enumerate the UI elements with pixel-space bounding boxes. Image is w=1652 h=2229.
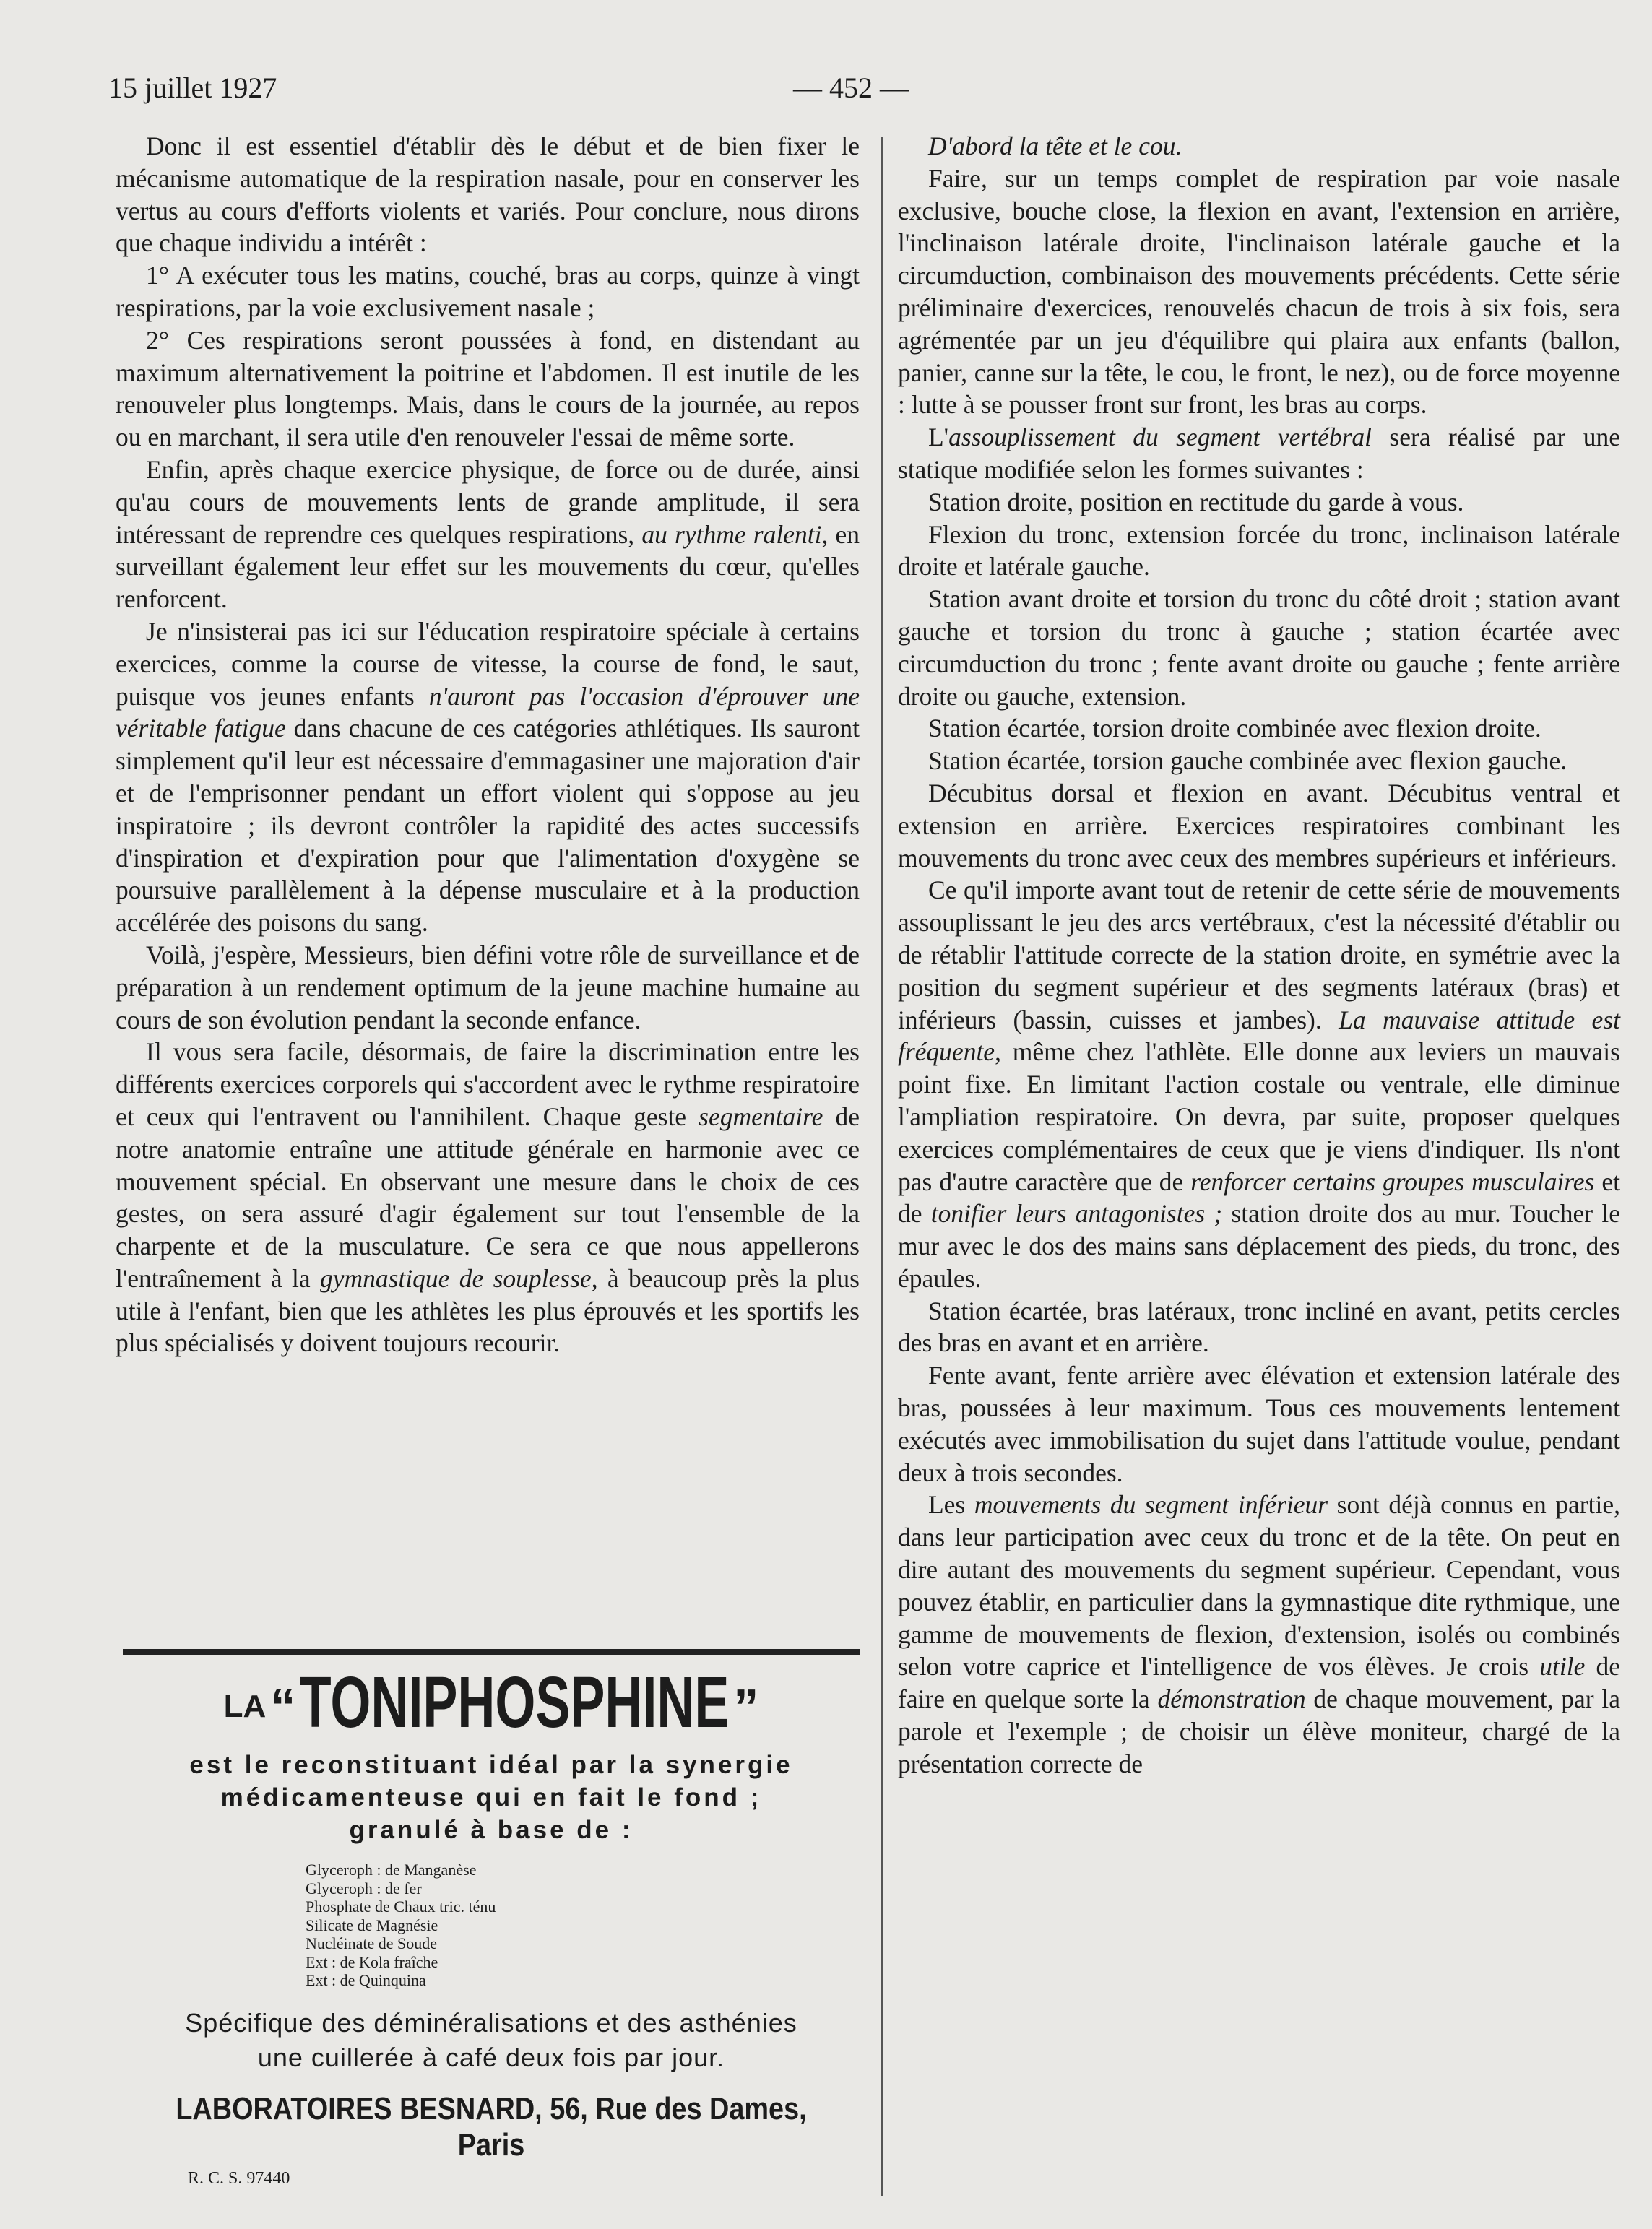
- right-column-paragraph: Ce qu'il importe avant tout de retenir de cette série de mouvements assouplissant le jeu des arcs vertébraux, c'est la nécessité d'établir ou de rétablir l'attitude correcte de la station droite, en symétrie avec la position du segment supérieur et des segments latéraux (bras) et inférieurs (bassin, cuisses et jambes). La mauvaise attitude est fréquente, même chez l'athlète. Elle donne aux leviers un mauvais point fixe. En limitant l'action costale ou ventrale, elle diminue l'ampliation respiratoire. On devra, par suite, proposer quelques exercices complémentaires de ceux que je viens d'indiquer. Ils n'ont pas d'autre caractère que de renforcer certains groupes musculaires et de tonifier leurs antagonistes ; station droite dos au mur. Toucher le mur avec le dos des mains sans déplacement des pieds, du tronc, des épaules.: [898, 875, 1620, 1293]
- ad-tagline-line-3: granulé à base de :: [349, 1816, 633, 1844]
- left-text-column: [116, 130, 860, 1359]
- ad-indication: [108, 2006, 874, 2075]
- left-column-paragraph: 1° A exécuter tous les matins, couché, bras au corps, quinze à vingt respirations, par la voie exclusivement nasale ;: [116, 261, 860, 322]
- ad-indication-line-2: une cuillerée à café deux fois par jour.: [257, 2042, 725, 2072]
- toniphosphine-advertisement: [108, 1661, 874, 2189]
- ad-indication-line-1: Spécifique des déminéralisations et des asthénies: [185, 2007, 797, 2038]
- ad-tagline-line-2: médicamenteuse qui en fait le fond ;: [220, 1783, 762, 1812]
- issue-date: 15 juillet 1927: [108, 72, 277, 104]
- ad-ingredient: Glyceroph : de fer: [306, 1879, 422, 1897]
- ad-tagline-line-1: est le reconstituant idéal par la synergie: [189, 1751, 793, 1779]
- right-column-paragraph: Flexion du tronc, extension forcée du tronc, inclinaison latérale droite et latérale gauche.: [898, 519, 1620, 581]
- right-column-paragraph: Faire, sur un temps complet de respiration par voie nasale exclusive, bouche close, la flexion en avant, l'extension en arrière, l'inclinaison latérale droite, l'inclinaison latérale gauche et la circumduction, combinaison des mouvements précédents. Cette série préliminaire d'exercices, renouvelés chacun de trois à six fois, sera agrémentée par un jeu d'équilibre qui plaira aux enfants (ballon, panier, canne sur la tête, le cou, le front, le nez), ou de force moyenne : lutte à se pousser front sur front, les bras au corps.: [898, 163, 1620, 420]
- left-column-paragraph: Voilà, j'espère, Messieurs, bien défini votre rôle de surveillance et de préparation à un rendement optimum de la jeune machine humaine au cours de son évolution pendant la seconde enfance.: [116, 940, 860, 1034]
- italic-phrase: renforcer certains groupes musculaires: [1190, 1167, 1595, 1196]
- italic-phrase: La mauvaise attitude est fréquente: [898, 1005, 1620, 1067]
- page-number: — 452 —: [793, 72, 909, 104]
- right-column-paragraph: Station avant droite et torsion du tronc du côté droit ; station avant gauche et torsion du tronc à gauche ; station écartée avec circumduction du tronc ; fente avant droite ou gauche ; fente arrière droite ou gauche, extension.: [898, 584, 1620, 711]
- right-column-paragraph: Station écartée, torsion gauche combinée avec flexion gauche.: [928, 746, 1567, 776]
- ad-ingredient: Silicate de Magnésie: [306, 1916, 438, 1934]
- ad-tagline: [108, 1749, 874, 1846]
- italic-phrase: D'abord la tête et le cou.: [928, 131, 1182, 160]
- ad-ingredient: Ext : de Kola fraîche: [306, 1952, 438, 1971]
- ad-brand-name: TONIPHOSPHINE: [299, 1662, 730, 1743]
- ad-laboratory-address: LABORATOIRES BESNARD, 56, Rue des Dames, Paris: [176, 2090, 807, 2163]
- ad-close-quote: ”: [733, 1679, 759, 1735]
- column-divider: [881, 137, 883, 2196]
- italic-phrase: n'auront pas l'occasion d'éprouver une véritable fatigue: [116, 681, 860, 743]
- ad-open-quote: “: [270, 1679, 296, 1735]
- left-column-paragraph: Je n'insisterai pas ici sur l'éducation respiratoire spéciale à certains exercices, comme la course de vitesse, la course de fond, le saut, puisque vos jeunes enfants n'auront pas l'occasion d'éprouver une véritable fatigue dans chacune de ces catégories athlétiques. Ils sauront simplement qu'il leur est nécessaire d'emmagasiner une majoration d'air et de l'emprisonner pendant un effort violent qui s'oppose au jeu inspiratoire ; ils devront contrôler la rapidité des actes successifs d'inspiration et d'expiration pour que l'alimentation d'oxygène se poursuive parallèlement à la dépense musculaire et à la production accélérée des poisons du sang.: [116, 616, 860, 938]
- left-column-paragraph: Donc il est essentiel d'établir dès le début et de bien fixer le mécanisme automatique de la respiration nasale, pour en conserver les vertus au cours d'efforts violents et variés. Pour conclure, nous dirons que chaque individu a intérêt :: [116, 131, 860, 258]
- right-column-paragraph: [898, 130, 1620, 163]
- left-column-paragraph: 2° Ces respirations seront poussées à fond, en distendant au maximum alternativement la poitrine et l'abdomen. Il est inutile de les renouveler plus longtemps. Mais, dans le cours de la journée, au repos ou en marchant, il sera utile d'en renouveler l'essai de même sorte.: [116, 325, 860, 452]
- right-column-paragraph: Station écartée, torsion droite combinée avec flexion droite.: [928, 714, 1541, 743]
- italic-phrase: gymnastique de souplesse: [319, 1263, 592, 1293]
- advertisement-top-rule: [123, 1649, 860, 1655]
- left-column-paragraph: Il vous sera facile, désormais, de faire la discrimination entre les différents exercices corporels qui s'accordent avec le rythme respiratoire et ceux qui l'entravent ou l'annihilent. Chaque geste segmentaire de notre anatomie entraîne une attitude générale en harmonie avec ce mouvement spécial. En observant une mesure dans le choix de ces gestes, on sera assuré d'agir également sur tout l'ensemble de la charpente et de la musculature. Ce sera ce que nous appellerons l'entraînement à la gymnastique de souplesse, à beaucoup près la plus utile à l'enfant, bien que les athlètes les plus éprouvés et les sportifs les plus spécialisés y doivent toujours recourir.: [116, 1037, 860, 1358]
- italic-phrase: tonifier leurs antagonistes ;: [930, 1199, 1223, 1229]
- italic-phrase: mouvements du segment inférieur: [974, 1490, 1328, 1520]
- italic-phrase: au rythme ralenti: [641, 519, 822, 549]
- italic-phrase: assouplissement du segment vertébral: [948, 423, 1372, 452]
- right-column-paragraph: L'assouplissement du segment vertébral sera réalisé par une statique modifiée selon les formes suivantes :: [898, 423, 1620, 484]
- ad-ingredient: Nucléinate de Soude: [306, 1934, 438, 1952]
- italic-phrase: démonstration: [1157, 1684, 1306, 1714]
- italic-phrase: segmentaire: [699, 1101, 823, 1131]
- ad-ingredient-list: [306, 1861, 874, 1990]
- ad-title: [108, 1661, 874, 1744]
- ad-ingredient: Phosphate de Chaux tric. ténu: [306, 1897, 496, 1916]
- right-column-paragraph: Fente avant, fente arrière avec élévation et extension latérale des bras, poussées à leur maximum. Tous ces mouvements lentement exécutés avec immobilisation du sujet dans l'attitude voulue, pendant deux à trois secondes.: [898, 1361, 1620, 1487]
- right-text-column: [898, 130, 1620, 1780]
- ad-ingredient: Ext : de Quinquina: [306, 1971, 426, 1989]
- ad-ingredient: Glyceroph : de Manganèse: [306, 1861, 477, 1879]
- left-column-paragraph: Enfin, après chaque exercice physique, de force ou de durée, ainsi qu'au cours de mouvements lents de grande amplitude, il sera intéressant de reprendre ces quelques respirations, au rythme ralenti, en surveillant également leur effet sur les mouvements du cœur, qu'elles renforcent.: [116, 454, 860, 614]
- ad-registration: R. C. S. 97440: [188, 2168, 290, 2188]
- right-column-paragraph: Les mouvements du segment inférieur sont déjà connus en partie, dans leur participation avec ceux du tronc et de la tête. On peut en dire autant des mouvements du segment supérieur. Cependant, vous pouvez établir, en particulier dans la gymnastique dite rythmique, une gamme de mouvements de flexion, d'extension, isolés ou combinés selon votre caprice et l'intelligence de vos élèves. Je crois utile de faire en quelque sorte la démonstration de chaque mouvement, par la parole et l'exemple ; de choisir un élève moniteur, chargé de la présentation correcte de: [898, 1490, 1621, 1778]
- ad-prefix: LA: [223, 1689, 267, 1724]
- right-column-paragraph: Station écartée, bras latéraux, tronc incliné en avant, petits cercles des bras en avant et en arrière.: [898, 1296, 1620, 1358]
- right-column-paragraph: Décubitus dorsal et flexion en avant. Décubitus ventral et extension en arrière. Exercices respiratoires combinant les mouvements du tronc avec ceux des membres supérieurs et inférieurs.: [898, 778, 1620, 873]
- italic-phrase: utile: [1539, 1652, 1586, 1682]
- right-column-paragraph: Station droite, position en rectitude du garde à vous.: [928, 487, 1464, 516]
